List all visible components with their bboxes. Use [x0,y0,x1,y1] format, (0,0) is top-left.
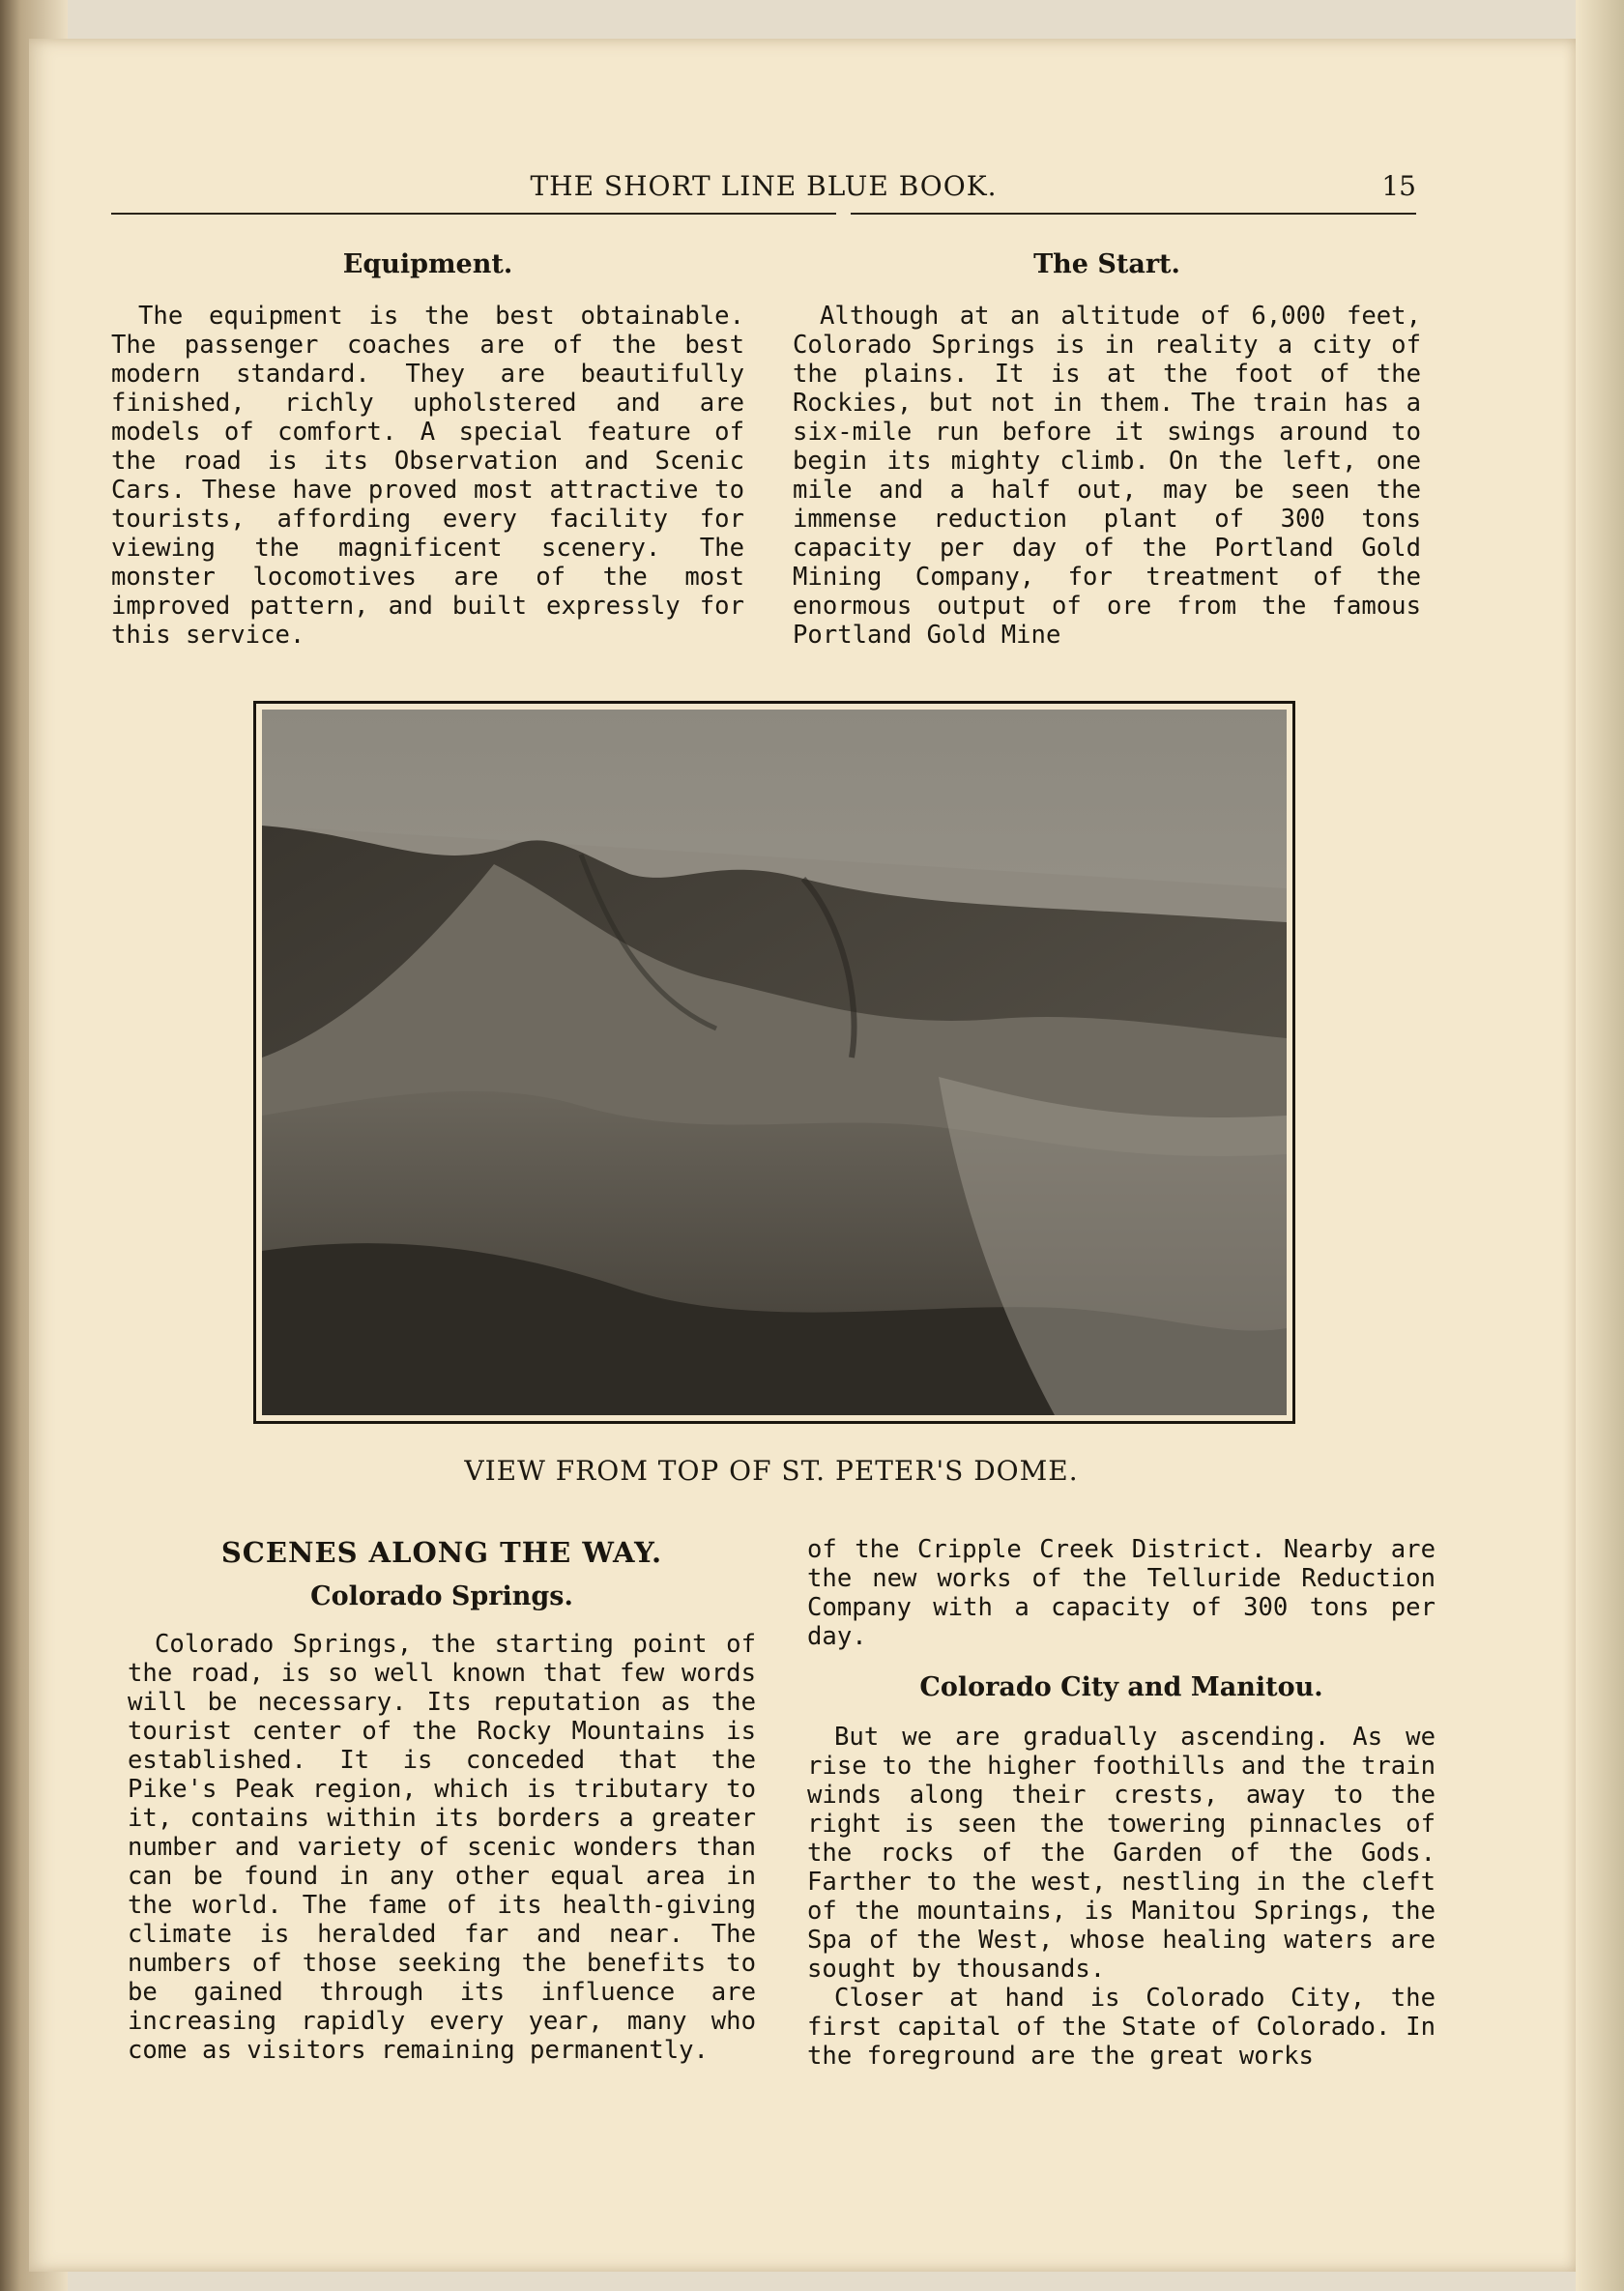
heading-equipment: Equipment. [342,249,513,279]
section-heading-scenes: SCENES ALONG THE WAY. [220,1536,663,1569]
paragraph-ascending: But we are gradually ascending. As we rise to the higher foothills and the train winds along their crests, away to the right is seen the towering pinnacles of the rocks of the Garden of the Gods. Farther to the west, nestling in the cleft of the mountains, is Manitou Springs, the Spa of the West, whose healing waters are sought by thousands. [807,1723,1436,1984]
heading-colorado-city: Colorado City and Manitou. [919,1672,1323,1702]
photo-caption: VIEW FROM TOP OF ST. PETER'S DOME. [464,1455,1079,1487]
photo-frame [253,701,1295,1424]
column-colorado-city [807,1535,1436,2071]
header-rule-right [851,213,1416,215]
column-the-start [793,249,1421,650]
page-header [111,170,1416,218]
running-title: THE SHORT LINE BLUE BOOK. [530,170,998,202]
paragraph-the-start: Although at an altitude of 6,000 feet, Colorado Springs is in reality a city of the plains. It is at the foot of the Rockies, but not in them. The train has a six-mile run before it swings around to begin its mighty climb. On the left, one mile and a half out, may be seen the immense reduction plant of 300 tons capacity per day of the Portland Gold Mining Company, for treatment of the enormous output of ore from the famous Portland Gold Mine [793,302,1421,650]
paragraph-continuation: of the Cripple Creek District. Nearby are the new works of the Telluride Reduction Company with a capacity of 300 tons per day. [807,1535,1436,1651]
paragraph-colorado-city: Closer at hand is Colorado City, the first capital of the State of Colorado. In the foreground are the great works [807,1984,1436,2071]
heading-the-start: The Start. [1033,249,1180,279]
column-colorado-springs [128,1537,756,2065]
page-number: 15 [1381,170,1416,202]
paragraph-colorado-springs: Colorado Springs, the starting point of the road, is so well known that few words will be necessary. Its reputation as the tourist center of the Rocky Mountains is established. It is conceded that the Pike's Peak region, which is tributary to it, contains within its borders a greater number and variety of scenic wonders than can be found in any other equal area in the world. The fame of its health-giving climate is heralded far and near. The numbers of those seeking the benefits to be gained through its influence are increasing rapidly every year, many who come as visitors remaining permanently. [128,1630,756,2065]
mountain-view-photo [262,710,1287,1415]
paragraph-equipment: The equipment is the best obtainable. The passenger coaches are of the best modern standard. They are beautifully finished, richly upholstered and are models of comfort. A special feature of the road is its Observation and Scenic Cars. These have proved most attractive to tourists, affording every facility for viewing the magnificent scenery. The monster locomotives are of the most improved pattern, and built expressly for this service. [111,302,744,650]
page-edge [1576,0,1624,2291]
heading-colorado-springs: Colorado Springs. [310,1581,573,1611]
header-rule-left [111,213,836,215]
column-equipment [111,249,744,650]
